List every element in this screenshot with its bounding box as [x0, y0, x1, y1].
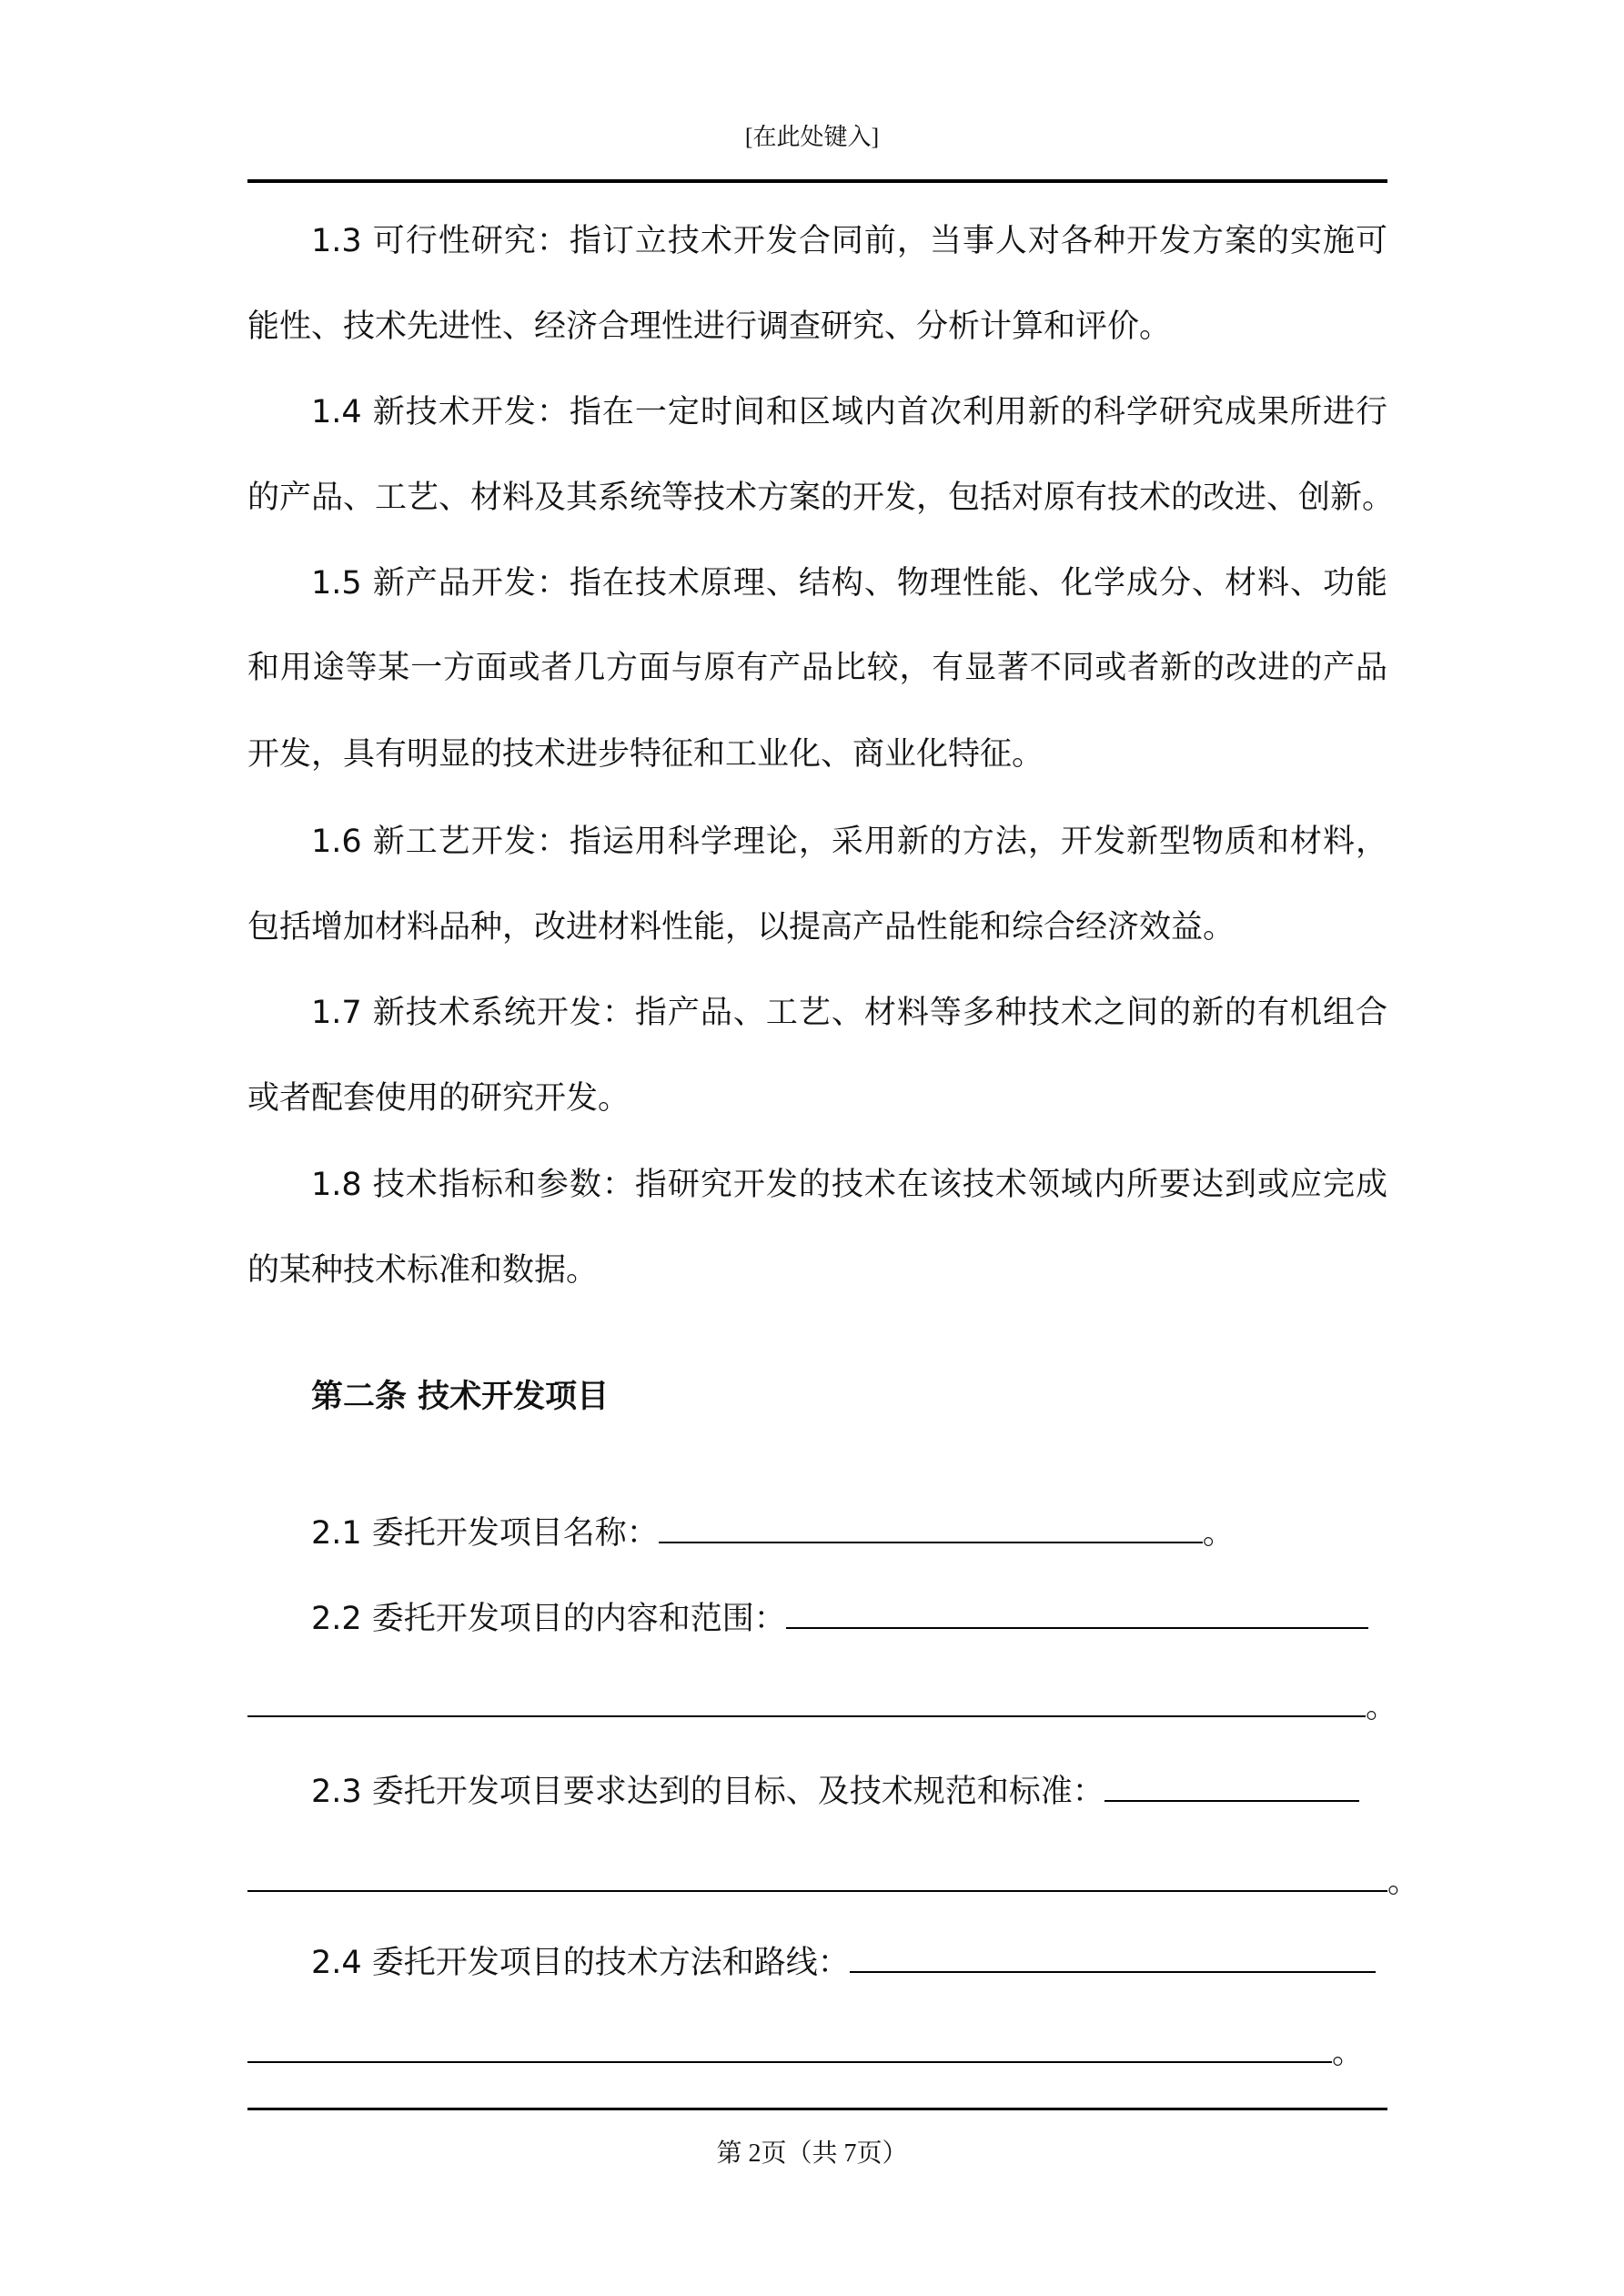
- section-title: 第二条 技术开发项目: [311, 1379, 610, 1415]
- blank-input[interactable]: [850, 1940, 1376, 1973]
- period: 。: [1387, 1864, 1420, 1900]
- header-rule: [247, 179, 1387, 183]
- field-2-4-cont: [247, 2030, 1387, 2071]
- paragraph-line: 和用途等某一方面或者几方面与原有产品比较，有显著不同或者新的改进的产品: [247, 650, 1387, 686]
- paragraph-line: 1.5 新产品开发：指在技术原理、结构、物理性能、化学成分、材料、功能: [311, 565, 1387, 602]
- field-2-3-cont: [247, 1859, 1430, 1900]
- field-2-2: [311, 1596, 1387, 1637]
- field-label: 2.3 委托开发项目要求达到的目标、及技术规范和标准：: [311, 1774, 1105, 1810]
- field-2-1: [311, 1511, 1387, 1552]
- blank-input[interactable]: [247, 1859, 1387, 1892]
- field-label: 2.2 委托开发项目的内容和范围：: [311, 1601, 786, 1637]
- period: 。: [1202, 1515, 1235, 1552]
- paragraph-line: 1.3 可行性研究：指订立技术开发合同前，当事人对各种开发方案的实施可: [311, 223, 1387, 259]
- blank-input[interactable]: [247, 1684, 1366, 1717]
- footer-rule: [247, 2108, 1387, 2110]
- paragraph-line: 包括增加材料品种，改进材料性能，以提高产品性能和综合经济效益。: [247, 909, 1236, 946]
- paragraph-line: 能性、技术先进性、经济合理性进行调查研究、分析计算和评价。: [247, 308, 1172, 345]
- blank-input[interactable]: [659, 1511, 1203, 1543]
- blank-input[interactable]: [1105, 1769, 1359, 1802]
- paragraph-line: 或者配套使用的研究开发。: [247, 1080, 630, 1117]
- paragraph-line: 1.7 新技术系统开发：指产品、工艺、材料等多种技术之间的新的有机组合: [311, 995, 1387, 1031]
- period: 。: [1366, 1689, 1398, 1725]
- blank-input[interactable]: [247, 2030, 1332, 2063]
- field-label: 2.4 委托开发项目的技术方法和路线：: [311, 1945, 850, 1981]
- paragraph-line: 开发，具有明显的技术进步特征和工业化、商业化特征。: [247, 736, 1044, 773]
- blank-input[interactable]: [786, 1596, 1368, 1629]
- paragraph-line: 的某种技术标准和数据。: [247, 1252, 599, 1289]
- field-2-3: [311, 1769, 1387, 1810]
- paragraph-line: 1.4 新技术开发：指在一定时间和区域内首次利用新的科学研究成果所进行: [311, 394, 1387, 430]
- paragraph-line: 的产品、工艺、材料及其系统等技术方案的开发，包括对原有技术的改进、创新。: [247, 480, 1395, 516]
- period: 。: [1332, 2035, 1365, 2071]
- page-header: [在此处键入]: [744, 124, 880, 150]
- page-footer: 第 2页（共 7页）: [716, 2139, 908, 2168]
- paragraph-line: 1.6 新工艺开发：指运用科学理论，采用新的方法，开发新型物质和材料，: [311, 824, 1387, 860]
- field-2-2-cont: [247, 1684, 1398, 1725]
- paragraph-line: 1.8 技术指标和参数：指研究开发的技术在该技术领域内所要达到或应完成: [311, 1167, 1387, 1203]
- field-2-4: [311, 1940, 1387, 1981]
- field-label: 2.1 委托开发项目名称：: [311, 1515, 659, 1552]
